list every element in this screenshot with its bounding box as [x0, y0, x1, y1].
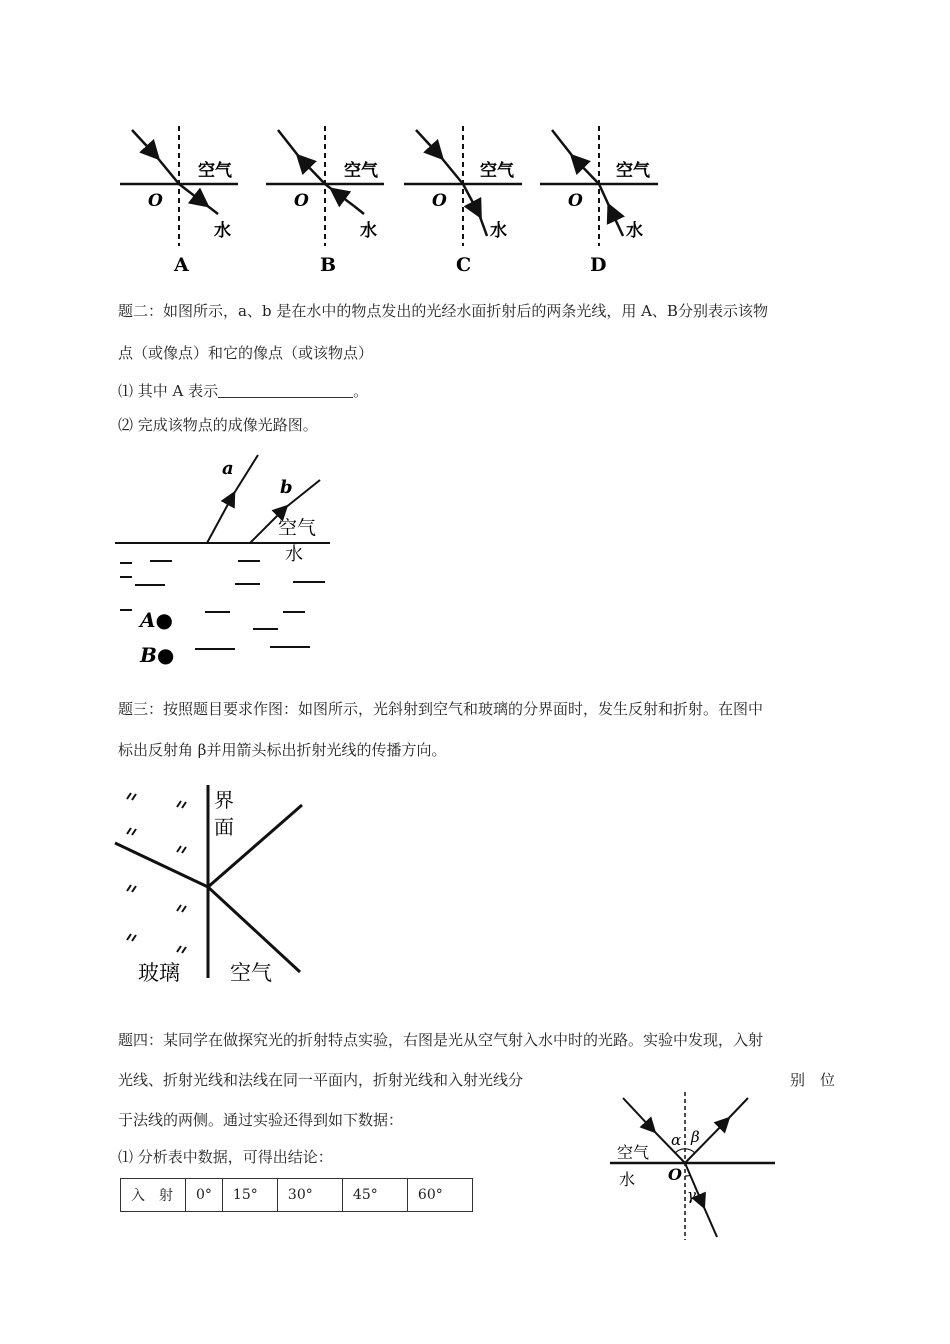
q2-sub-1-prefix: ⑴ 其中 A 表示 [118, 382, 219, 400]
q4-figure [605, 1090, 785, 1250]
option-a-label: A [174, 254, 189, 276]
table-cell: 0° [186, 1179, 223, 1212]
air-label: 空气 [617, 1143, 650, 1162]
answer-blank[interactable] [218, 382, 353, 398]
q2-sub-1-suffix: 。 [353, 382, 369, 400]
q4-line-2-right: 别 位 [790, 1071, 836, 1089]
water-label: 水 [360, 221, 377, 241]
q4-data-table [120, 1178, 473, 1212]
interface-label-2: 面 [214, 815, 234, 839]
glass-label: 玻璃 [138, 961, 180, 985]
q4-sub-1: ⑴ 分析表中数据，可得出结论： [118, 1148, 333, 1166]
option-b-label: B [320, 254, 337, 276]
q2-figure [110, 450, 350, 670]
q2-line-2: 点（或像点）和它的像点（或该物点） [118, 344, 374, 362]
table-cell: 30° [277, 1179, 342, 1212]
table-cell: 15° [222, 1179, 277, 1212]
q1-figure [110, 118, 680, 283]
water-label: 水 [214, 221, 231, 241]
air-label: 空气 [480, 161, 514, 181]
table-cell: 45° [342, 1179, 407, 1212]
air-label: 空气 [198, 161, 232, 181]
origin-label: O [148, 191, 163, 211]
q2-line-1: 题二：如图所示，a、b 是在水中的物点发出的光经水面折射后的两条光线，用 A、B分别表示该物 [118, 302, 768, 320]
table-cell: 60° [407, 1179, 472, 1212]
q1-diagram-a [120, 126, 238, 276]
table-header-cell: 入 射 [121, 1179, 186, 1212]
gamma-label: γ [687, 1186, 696, 1204]
ray-a-label: a [222, 458, 234, 479]
air-label: 空气 [278, 517, 317, 539]
water-label: 水 [626, 221, 643, 241]
water-label: 水 [285, 544, 303, 565]
q3-line-2: 标出反射角 β并用箭头标出折射光线的传播方向。 [118, 741, 447, 759]
water-label: 水 [490, 221, 507, 241]
option-d-label: D [590, 254, 607, 276]
q3-figure [110, 780, 320, 990]
q2-sub-2: ⑵ 完成该物点的成像光路图。 [118, 416, 318, 434]
q4-line-1: 题四：某同学在做探究光的折射特点实验，右图是光从空气射入水中时的光路。实验中发现，入射 [118, 1031, 764, 1049]
origin-label: O [294, 191, 309, 211]
ray-b-label: b [280, 477, 293, 498]
beta-label: β [691, 1128, 700, 1146]
air-label: 空气 [230, 961, 272, 985]
origin-label: O [568, 191, 583, 211]
origin-label: O [432, 191, 447, 211]
air-label: 空气 [616, 161, 650, 181]
q1-diagram-c [404, 126, 522, 276]
q2-sub-1 [118, 381, 368, 401]
option-c-label: C [456, 254, 472, 276]
table-row [121, 1179, 473, 1212]
q3-line-1: 题三：按照题目要求作图：如图所示，光斜射到空气和玻璃的分界面时，发生反射和折射。在图中 [118, 700, 764, 718]
air-label: 空气 [344, 161, 378, 181]
q4-line-3: 于法线的两侧。通过实验还得到如下数据： [118, 1111, 404, 1129]
origin-label: O [668, 1165, 682, 1184]
water-surface-marks [120, 561, 325, 649]
point-a-label: A● [140, 608, 173, 632]
point-b-label: B● [140, 643, 175, 667]
q4-line-2-left: 光线、折射光线和法线在同一平面内，折射光线和入射光线分 [118, 1071, 524, 1089]
alpha-label: α [671, 1131, 682, 1149]
q1-diagram-d [540, 126, 658, 276]
water-label: 水 [619, 1170, 636, 1189]
interface-label-1: 界 [214, 788, 234, 812]
q1-diagram-b [266, 126, 384, 276]
